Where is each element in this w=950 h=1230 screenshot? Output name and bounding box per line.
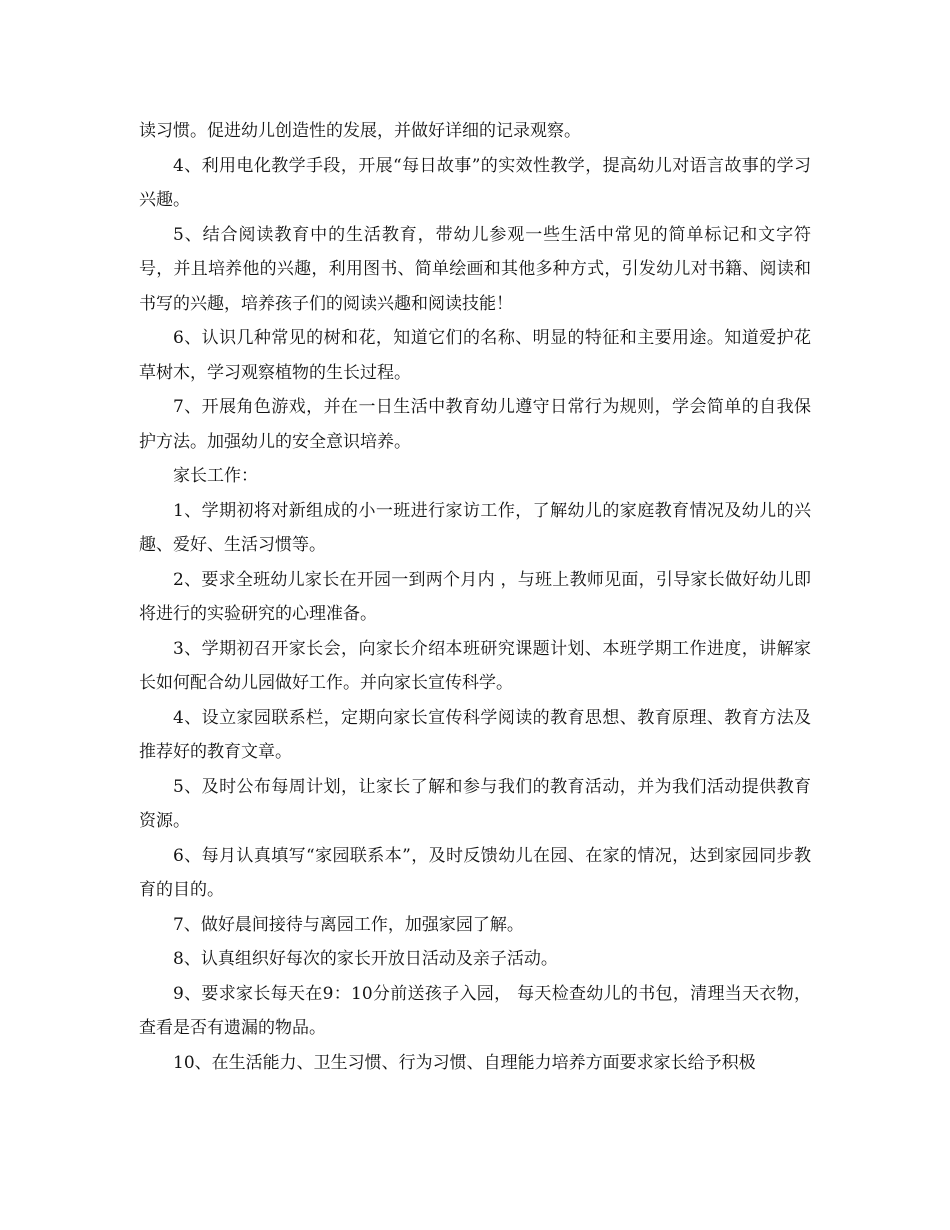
paragraph-item-5: 5、结合阅读教育中的生活教育，带幼儿参观一些生活中常见的简单标记和文字符号，并且培养他的兴趣，利用图书、简单绘画和其他多种方式，引发幼儿对书籍、阅读和书写的兴趣，培养孩子们的阅读兴趣和阅读技能！ (139, 224, 811, 314)
parent-item-9: 9、要求家长每天在9：10分前送孩子入园， 每天检查幼儿的书包，清理当天衣物，查看是否有遗漏的物品。 (139, 983, 811, 1038)
parent-item-5: 5、及时公布每周计划，让家长了解和参与我们的教育活动，并为我们活动提供教育资源。 (139, 776, 811, 831)
parent-item-7: 7、做好晨间接待与离园工作，加强家园了解。 (173, 914, 524, 935)
paragraph-item-6: 6、认识几种常见的树和花，知道它们的名称、明显的特征和主要用途。知道爱护花草树木，学习观察植物的生长过程。 (139, 328, 811, 383)
parent-item-3: 3、学期初召开家长会，向家长介绍本班研究课题计划、本班学期工作进度，讲解家长如何配合幼儿园做好工作。并向家长宣传科学。 (139, 638, 811, 693)
paragraph-item-4: 4、利用电化教学手段，开展“每日故事”的实效性教学，提高幼儿对语言故事的学习兴趣。 (139, 155, 811, 210)
parent-item-4: 4、设立家园联系栏，定期向家长宣传科学阅读的教育思想、教育原理、教育方法及推荐好的教育文章。 (139, 707, 811, 762)
paragraph-continuation: 读习惯。促进幼儿创造性的发展，并做好详细的记录观察。 (139, 121, 581, 141)
parent-item-6: 6、每月认真填写“家园联系本”，及时反馈幼儿在园、在家的情况，达到家园同步教育的目的。 (139, 845, 811, 900)
parent-item-2: 2、要求全班幼儿家长在开园一到两个月内 ，与班上教师见面，引导家长做好幼儿即将进行的实验研究的心理准备。 (139, 569, 811, 624)
paragraph-item-7: 7、开展角色游戏，并在一日生活中教育幼儿遵守日常行为规则，学会简单的自我保护方法。加强幼儿的安全意识培养。 (139, 397, 811, 452)
parent-item-1: 1、学期初将对新组成的小一班进行家访工作，了解幼儿的家庭教育情况及幼儿的兴趣、爱好、生活习惯等。 (139, 500, 811, 555)
section-heading-parent-work: 家长工作： (173, 466, 258, 486)
parent-item-8: 8、认真组织好每次的家长开放日活动及亲子活动。 (173, 949, 558, 969)
document-body (139, 114, 811, 1080)
parent-item-10: 10、在生活能力、卫生习惯、行为习惯、自理能力培养方面要求家长给予积极 (173, 1052, 756, 1073)
